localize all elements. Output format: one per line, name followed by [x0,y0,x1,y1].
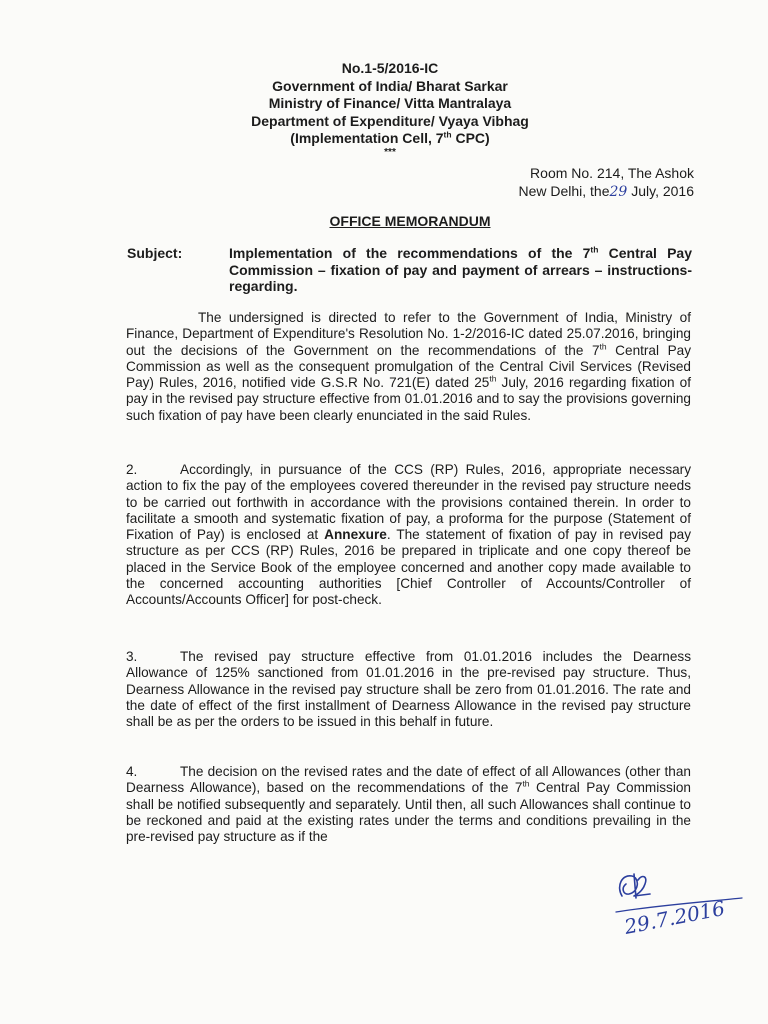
paragraph-1: The undersigned is directed to refer to the Government of India, Ministry of Finance, Department of Expenditure's Resolution No. 1-2/2016-IC dated 25.07.2016, bringing out the decisions of the Government on the recommendations of the 7th Central Pay Commission as well as the consequent promulgation of the Central Civil Services (Revised Pay) Rules, 2016, notified vide G.S.R No. 721(E) dated 25th July, 2016 regarding fixation of pay in the revised pay structure effective from 01.01.2016 and to say the provisions governing such fixation of pay have been clearly enunciated in the said Rules. [126,310,691,423]
government-line: Government of India/ Bharat Sarkar [272,77,508,94]
paragraph-4: 4. The decision on the revised rates and the date of effect of all Allowances (other than Dearness Allowance), based on the recommendations of the 7th Central Pay Commission shall be notified subsequently and separately. Until then, all such Allowances shall continue to be reckoned and paid at the existing rates under the terms and conditions prevailing in the pre-revised pay structure as if the [126,764,691,845]
cell-line: (Implementation Cell, 7th CPC) [290,129,490,146]
annexure-reference: Annexure [324,527,387,543]
address-block [518,164,694,201]
paragraph-2: 2. Accordingly, in pursuance of the CCS (RP) Rules, 2016, appropriate necessary action to fix the pay of the employees covered thereunder in the revised pay structure needs to be carried out forthwith in accordance with the provisions contained therein. In order to facilitate a smooth and systematic fixation of pay, a proforma for the purpose (Statement of Fixation of Pay) is enclosed at Annexure. The statement of fixation of pay in revised pay structure as per CCS (RP) Rules, 2016 be prepared in triplicate and one copy thereof be placed in the Service Book of the employee concerned and another copy made available to the concerned accounting authorities [Chief Controller of Accounts/Controller of Accounts/Accounts Officer] for post-check. [126,462,691,608]
separator-stars: *** [384,146,396,158]
handwritten-day: 29 [609,184,628,200]
paragraph-number: 3. [126,649,138,664]
subject-label: Subject: [127,245,183,261]
handwritten-date: 29.7.2016 [622,895,727,939]
paragraph-number: 2. [126,462,138,477]
memo-title: OFFICE MEMORANDUM [329,213,491,229]
paragraph-3: 3. The revised pay structure effective from 01.01.2016 includes the Dearness Allowance of 125% sanctioned from 01.01.2016 in the pre-revised pay structure. Thus, Dearness Allowance in the revised pay structure shall be zero from 01.01.2016. The rate and the date of effect of the first installment of Dearness Allowance in the revised pay structure shall be as per the orders to be issued in this behalf in future. [126,649,691,730]
paragraph-number: 4. [126,764,138,779]
date-line: New Delhi, the29 July, 2016 [518,183,694,200]
room-line: Room No. 214, The Ashok [530,165,694,181]
handwritten-signature [612,868,762,948]
file-number: No.1-5/2016-IC [341,60,439,76]
ministry-line: Ministry of Finance/ Vitta Mantralaya [268,95,512,111]
department-line: Department of Expenditure/ Vyaya Vibhag [251,112,529,129]
letterhead [230,60,550,158]
subject-text: Implementation of the recommendations of the 7th Central Pay Commission – fixation of pay and payment of arrears – instructions- regarding. [229,244,692,294]
